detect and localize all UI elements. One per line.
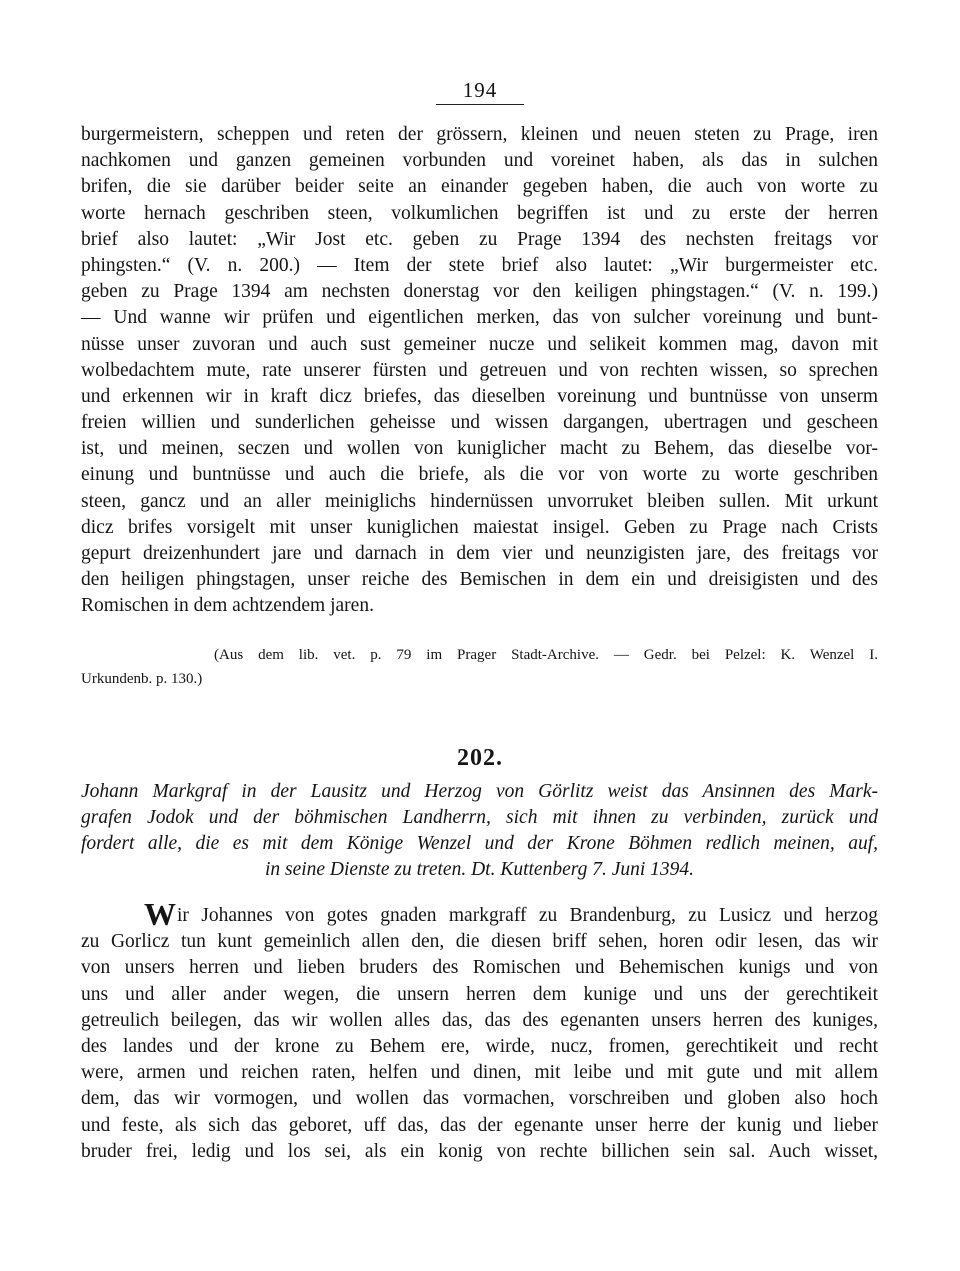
text-line: brifen, die sie darüber beider seite an einander gegeben haben, die auch von worte zu (81, 176, 878, 198)
text-line: freien willien und sunderlichen geheisse und wissen dargangen, ubertragen und gescheen (81, 412, 878, 434)
text-line: burgermeistern, scheppen und reten der grössern, kleinen und neuen steten zu Prage, iren (81, 124, 878, 145)
text-line: getreulich beilegen, das wir wollen alles das, das des egenanten unsers herren des kuniges, (81, 1009, 878, 1031)
source-line: (Aus dem lib. vet. p. 79 im Prager Stadt-Archive. — Gedr. bei Pelzel: K. Wenzel I. (214, 647, 878, 663)
text-line: dem, das wir vormogen, und wollen das vormachen, vorschreiben und globen also hoch (81, 1088, 878, 1110)
text-line: und feste, als sich das geboret, uff das, das der egenante unser herre der kunig und lieber (81, 1114, 878, 1136)
first-line-text: ir Johannes von gotes gnaden markgraff zu Brandenburg, zu Lusicz und herzog (177, 905, 878, 926)
text-line: und erkennen wir in kraft dicz briefes, das dieselben voreinung und buntnüsse von unserm (81, 385, 878, 407)
text-line: — Und wanne wir prüfen und eigentlichen merken, das von sulcher voreinung und bunt- (81, 307, 878, 329)
text-line: den heiligen phingstagen, unser reiche des Bemischen in dem ein und dreisigisten und des (81, 569, 878, 591)
text-line-first (81, 896, 878, 932)
text-line: von unsers herren und lieben bruders des Romischen und Behemischen kunigs und von (81, 957, 878, 979)
text-line: einung und buntnüsse und auch die briefe, als die vor von worte zu worte geschriben (81, 464, 878, 486)
initial-letter: W (144, 896, 176, 932)
text-line: bruder frei, ledig und los sei, als ein konig von rechte billichen sein sal. Auch wisset, (81, 1140, 878, 1162)
heading-line: fordert alle, die es mit dem Könige Wenzel und der Krone Böhmen redlich meinen, auf, (81, 833, 878, 854)
document-number: 202. (457, 745, 503, 771)
paragraph-continuation (81, 122, 878, 620)
text-line: zu Gorlicz tun kunt gemeinlich allen den, die diesen briff sehen, horen odir lesen, das wir (81, 931, 878, 953)
heading-line: grafen Jodok und der böhmischen Landherrn, sich mit ihnen zu verbinden, zurück und (81, 807, 878, 828)
text-line: were, armen und reichen raten, helfen und dinen, mit leibe und mit gute und mit allem (81, 1062, 878, 1084)
source-note (81, 643, 878, 691)
text-line: des landes und der krone zu Behem ere, wirde, nucz, fromen, gerechtikeit und recht (81, 1035, 878, 1057)
heading-line: Johann Markgraf in der Lausitz und Herzog von Görlitz weist das Ansinnen des Mark- (81, 781, 878, 802)
document-body (81, 896, 878, 1165)
text-line: worte hernach geschriben steen, volkumlichen begriffen ist und zu erste der herren (81, 202, 878, 224)
text-line: Romischen in dem achtzendem jaren. (81, 595, 374, 617)
page-number: 194 (462, 78, 498, 102)
source-line: Urkundenb. p. 130.) (81, 671, 203, 687)
text-line: gepurt dreizenhundert jare und darnach in dem vier und neunzigisten jare, des freitags vor (81, 543, 878, 564)
text-line: geben zu Prage 1394 am nechsten donerstag vor den keiligen phingstagen.“ (V. n. 199.) (81, 281, 878, 303)
text-line: steen, gancz und an aller meiniglichs hindernüssen unvorruket bleiben sullen. Mit urkunt (81, 490, 878, 512)
text-line: phingsten.“ (V. n. 200.) — Item der stete brief also lautet: „Wir burgermeister etc. (81, 254, 878, 276)
text-line: nachkomen und ganzen gemeinen vorbunden und voreinet haben, als das in sulchen (81, 150, 878, 172)
text-line: ist, und meinen, seczen und wollen von kuniglicher macht zu Behem, das dieselbe vor- (81, 438, 878, 460)
heading-line: in seine Dienste zu treten. Dt. Kuttenberg 7. Juni 1394. (264, 859, 695, 880)
text-line: nüsse unser zuvoran und auch sust gemeiner nucze und selikeit kommen mag, davon mit (81, 333, 878, 355)
document-heading (81, 779, 878, 883)
text-line: brief also lautet: „Wir Jost etc. geben zu Prage 1394 des nechsten freitags vor (81, 228, 878, 250)
text-line: dicz brifes vorsigelt mit unser kuniglichen maiestat insigel. Geben zu Prage nach Crists (81, 516, 878, 538)
header-rule (436, 104, 524, 105)
text-line: uns und aller ander wegen, die unsern herren dem kunige und uns der gerechtikeit (81, 983, 878, 1005)
text-line: wolbedachtem mute, rate unserer fürsten und getreuen und von rechten wissen, so sprechen (81, 359, 878, 381)
